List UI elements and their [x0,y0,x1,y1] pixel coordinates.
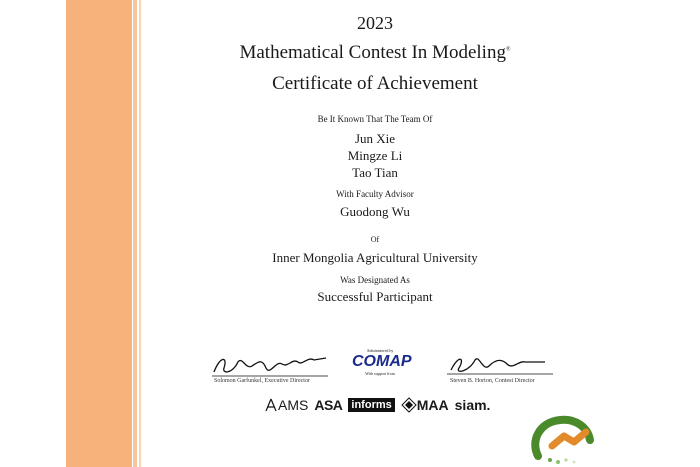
orange-border-stripe-thinner [139,0,141,467]
faculty-advisor-label: With Faculty Advisor [336,189,414,199]
of-text: Of [370,235,380,244]
green-orange-swirl-logo-icon [530,412,700,467]
asa-logo: ASA [314,397,343,413]
comap-logo [352,348,412,384]
ams-emblem-icon [265,398,277,412]
faculty-advisor-name: Guodong Wu [340,204,410,219]
sponsor-logos [265,394,490,416]
known-text: Be It Known That The Team Of [317,114,433,124]
university-name: Inner Mongolia Agricultural University [272,250,478,265]
maa-logo [401,397,449,413]
ams-logo [265,397,308,413]
ams-text: AMS [278,397,309,413]
designated-text: Was Designated As [340,275,410,285]
administered-by-text: Administered by [366,348,394,353]
contest-director-signature [445,350,555,380]
siam-logo: siam. [454,397,491,413]
support-text: With support from [365,371,395,376]
executive-director-signature [210,350,330,380]
certificate-year: 2023 [357,13,393,33]
team-member: Jun Xie [354,131,396,146]
registered-mark: ® [505,46,511,53]
contest-title [150,42,600,64]
executive-director-caption: Solomon Garfunkel, Executive Director [214,378,310,384]
informs-logo: informs [348,398,394,412]
designation: Successful Participant [317,289,433,304]
orange-border-stripe-thin [133,0,137,467]
left-margin [0,0,66,467]
team-member: Tao Tian [352,165,398,180]
contest-director-caption: Steven B. Horton, Contest Director [450,378,535,384]
comap-mark: COMAP [352,353,412,370]
team-member: Mingze Li [347,148,403,163]
maa-text: MAA [416,397,449,413]
contest-title-text: Mathematical Contest In Modeling [239,42,506,63]
maa-emblem-icon [401,397,417,413]
certificate-title: Certificate of Achievement [272,73,478,94]
orange-border-stripe [66,0,132,467]
